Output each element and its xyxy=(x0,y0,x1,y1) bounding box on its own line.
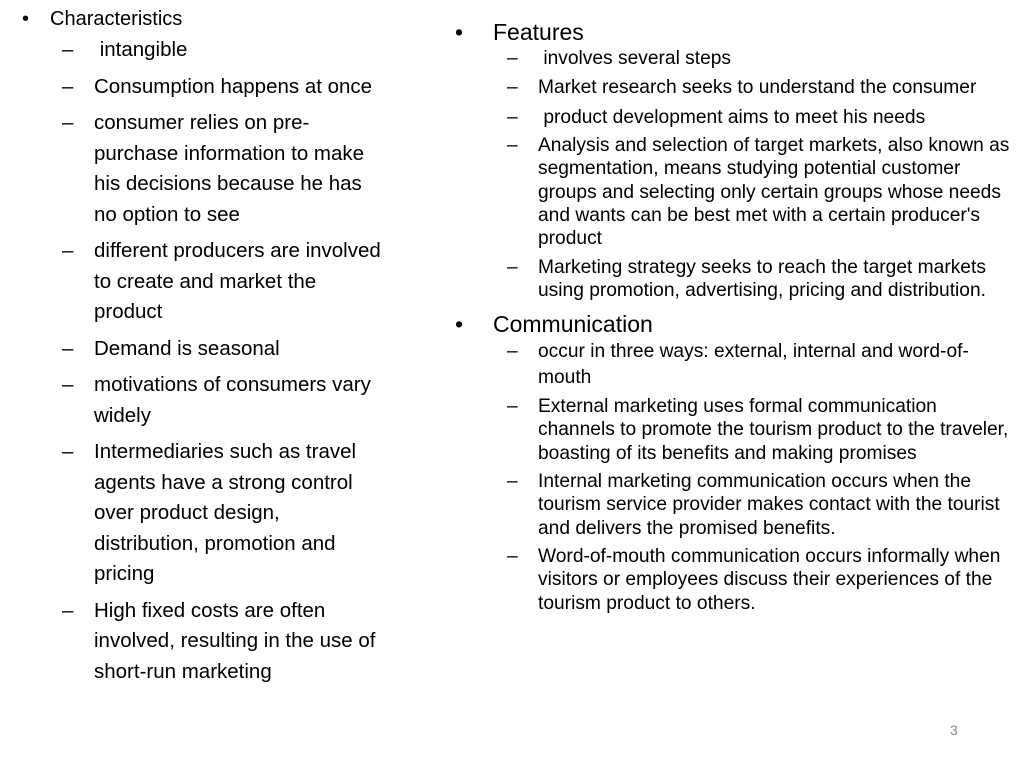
dash-marker: – xyxy=(507,396,518,418)
list-item xyxy=(62,437,382,590)
features-heading xyxy=(455,18,1017,46)
dash-marker: – xyxy=(62,373,74,396)
list-item xyxy=(507,470,1017,540)
dash-marker: – xyxy=(62,598,74,622)
list-item xyxy=(507,47,1017,70)
list-item xyxy=(62,72,382,103)
dash-marker: – xyxy=(507,471,518,493)
communication-heading-text: Communication xyxy=(493,311,653,338)
list-item-text: Consumption happens at once xyxy=(94,74,373,98)
list-item-text: occur in three ways: external, internal and word-of-mouth xyxy=(538,341,969,388)
list-item-text: High fixed costs are often involved, resulting in the use of short-run marketing xyxy=(94,598,376,683)
features-heading-text: Features xyxy=(493,19,584,45)
dash-marker: – xyxy=(507,256,518,278)
list-item xyxy=(62,236,382,328)
bullet-marker: • xyxy=(455,311,464,338)
dash-marker: – xyxy=(507,341,518,363)
dash-marker: – xyxy=(62,239,74,262)
communication-list xyxy=(507,339,1017,615)
bullet-marker: • xyxy=(455,19,464,45)
dash-marker: – xyxy=(507,106,518,128)
list-item-text: Marketing strategy seeks to reach the target markets using promotion, advertising, pricing and distribution. xyxy=(538,256,986,301)
dash-marker: – xyxy=(62,336,74,360)
list-item xyxy=(507,134,1017,250)
list-item-text: Analysis and selection of target markets, also known as segmentation, means studying potential customer groups and selecting only certain groups whose needs and wants can be best met with a certain producer's product xyxy=(538,135,1010,250)
list-item xyxy=(62,596,382,688)
list-item-text: motivations of consumers vary widely xyxy=(94,373,371,427)
dash-marker: – xyxy=(507,48,518,69)
list-item-text: Internal marketing communication occurs when the tourism service provider makes contact with the tourist and delivers the promised benefits. xyxy=(538,471,1000,539)
list-item-text: product development aims to meet his needs xyxy=(538,106,926,128)
list-item xyxy=(507,395,1017,465)
characteristics-list xyxy=(62,35,382,687)
list-item-text: Intermediaries such as travel agents have a strong control over product design, distribution, promotion and pricing xyxy=(94,440,357,585)
page-number: 3 xyxy=(950,722,958,738)
dash-marker: – xyxy=(507,135,518,157)
list-item-text: intangible xyxy=(94,38,188,61)
list-item xyxy=(507,106,1017,129)
characteristics-heading xyxy=(22,7,382,31)
dash-marker: – xyxy=(62,38,74,61)
list-item-text: Word-of-mouth communication occurs informally when visitors or employees discuss their experiences of the tourism product to others. xyxy=(538,545,1001,614)
dash-marker: – xyxy=(507,77,518,99)
list-item-text: Demand is seasonal xyxy=(94,336,280,360)
communication-heading xyxy=(455,310,1017,338)
list-item-text: Market research seeks to understand the consumer xyxy=(538,77,977,99)
list-item xyxy=(507,75,1017,101)
list-item-text: involves several steps xyxy=(538,48,732,69)
dash-marker: – xyxy=(507,545,518,567)
dash-marker: – xyxy=(62,111,74,134)
list-item-text: External marketing uses formal communication channels to promote the tourism product to the traveler, boasting of its benefits and making promises xyxy=(538,396,1009,464)
characteristics-column xyxy=(22,0,382,687)
list-item-text: different producers are involved to create and market the product xyxy=(94,239,381,323)
list-item-text: consumer relies on pre-purchase information to make his decisions because he has no option to see xyxy=(94,111,365,226)
characteristics-heading-text: Characteristics xyxy=(50,8,183,30)
bullet-marker: • xyxy=(22,8,30,30)
list-item xyxy=(507,339,1017,390)
list-item xyxy=(62,108,382,230)
features-communication-column xyxy=(455,0,1017,615)
list-item xyxy=(507,256,1017,303)
dash-marker: – xyxy=(62,440,74,463)
list-item xyxy=(62,35,382,66)
list-item xyxy=(62,334,382,365)
features-list xyxy=(507,47,1017,302)
list-item xyxy=(62,370,382,431)
dash-marker: – xyxy=(62,74,74,98)
list-item xyxy=(507,545,1017,615)
